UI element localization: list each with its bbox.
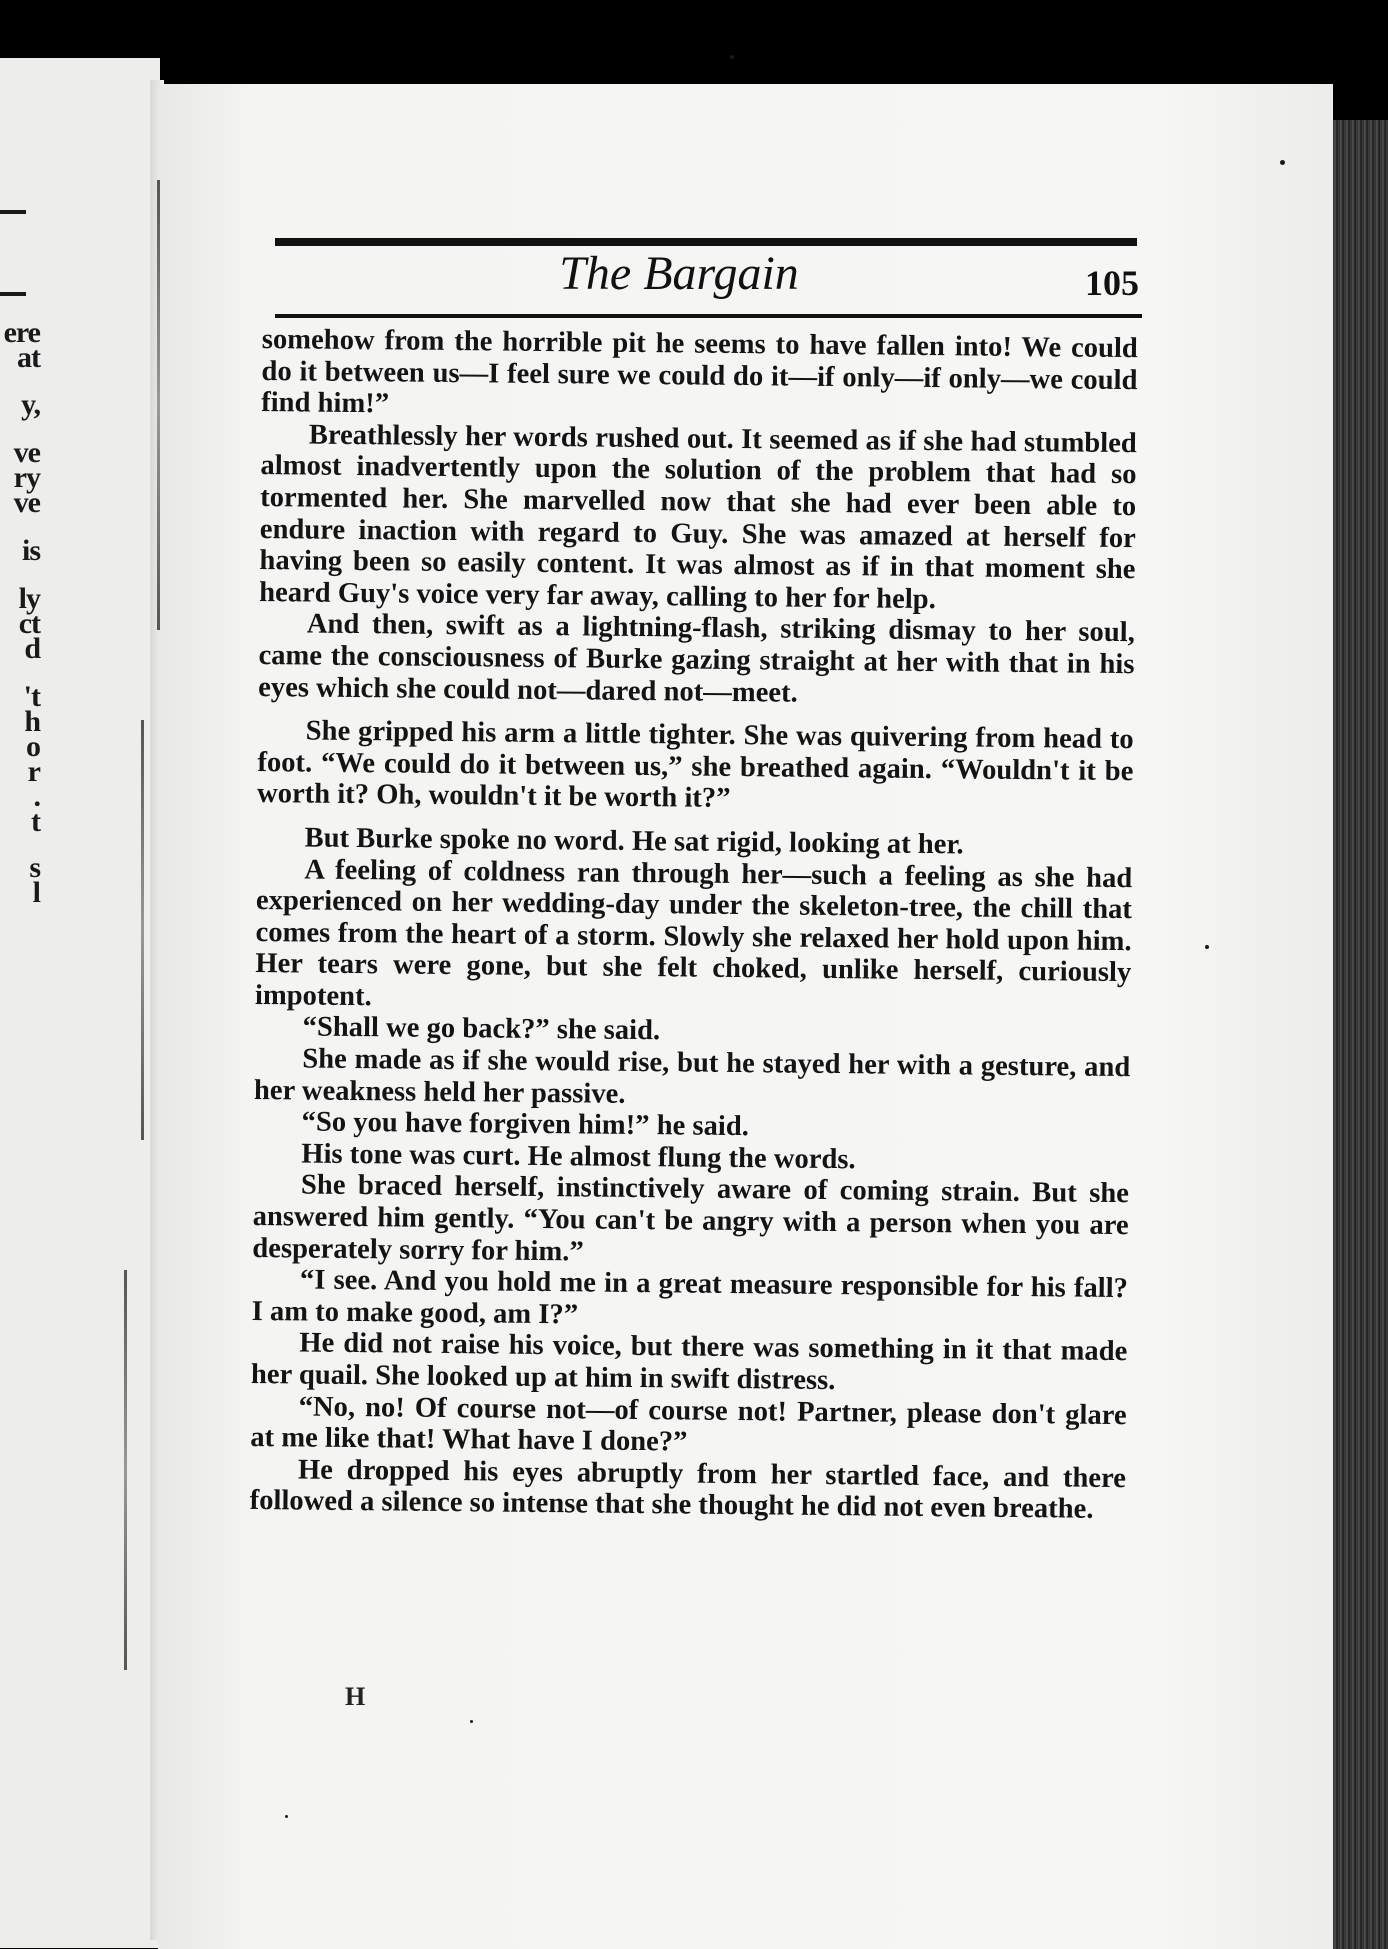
left-page-fragment: ve (13, 436, 40, 469)
scan-speck (1280, 160, 1285, 165)
header-top-rule (275, 238, 1137, 246)
paragraph: somehow from the horrible pit he seems to have fallen into! We could do it between us—I feel sure we could do it—if only—if only—we could find him!” (261, 324, 1138, 420)
header-bottom-rule (275, 314, 1142, 318)
left-page-fragment: 't (23, 680, 40, 713)
scan-speck (285, 1815, 288, 1818)
left-page-fragment: s (29, 851, 40, 884)
scan-speck (730, 55, 734, 59)
page-edge-stack (1333, 120, 1388, 1949)
left-page-fragment: d (24, 632, 40, 665)
paragraph: “I see. And you hold me in a great measure responsible for his fall? I am to make good, am I?” (251, 1264, 1129, 1331)
paragraph: She braced herself, instinctively aware of coming strain. But she answered him gently. “You can't be angry with a person when you are desperately sorry for him.” (252, 1169, 1130, 1268)
paragraph: He dropped his eyes abruptly from her startled face, and there followed a silence so intense that she thought he did not even breathe. (249, 1454, 1127, 1526)
left-page-fragment: y, (21, 388, 40, 421)
left-page-fragment: h (24, 705, 40, 738)
scan-speck (470, 1720, 473, 1723)
left-page-fragment: ry (13, 461, 40, 494)
scan-speck (1205, 945, 1209, 949)
left-page-fragment: ct (18, 607, 40, 640)
paragraph: “Shall we go back?” she said. (302, 1011, 661, 1047)
left-page-fragment: ve (13, 486, 40, 519)
paragraph: But Burke spoke no word. He sat rigid, looking at her. (304, 822, 964, 861)
binding-thread (141, 720, 144, 1140)
left-page-rule (0, 210, 26, 214)
page-number: 105 (1085, 263, 1139, 303)
left-page-fragment: is (21, 534, 40, 567)
left-page-fragment: ere (3, 316, 40, 349)
binding-thread (124, 1270, 127, 1670)
paragraph: “No, no! Of course not—of course not! Partner, please don't glare at me like that! What have I done?” (250, 1391, 1127, 1458)
left-page-fragment: ly (18, 582, 40, 615)
left-page-fragment: l (32, 876, 40, 909)
signature-mark: H (345, 1682, 366, 1711)
body-text (250, 324, 1138, 1526)
left-page-fragment: o (26, 730, 40, 763)
paragraph: “So you have forgiven him!” he said. (301, 1106, 750, 1143)
left-page-fragment: . (33, 780, 40, 813)
running-title: The Bargain (559, 247, 799, 300)
left-facing-page (0, 58, 160, 1948)
paragraph: And then, swift as a lightning-flash, striking dismay to her soul, came the consciousness of Burke gazing straight at her with that in his eyes which she could not—dared not—meet. (258, 608, 1135, 709)
paragraph: A feeling of coldness ran through her—such a feeling as she had experienced on her wedding-day under the skeleton-tree, the chill that comes from the heart of a storm. Slowly she relaxed her hold upon him. Her tears were gone, but she felt choked, unlike herself, curiously impotent. (254, 853, 1133, 1013)
left-page-fragment: t (31, 805, 40, 838)
paragraph: His tone was curt. He almost flung the words. (301, 1138, 856, 1176)
paragraph: He did not raise his voice, but there was something in it that made her quail. She looked up at him in swift distress. (250, 1327, 1128, 1397)
left-page-fragment: r (27, 755, 40, 788)
left-page-fragment: at (17, 341, 40, 374)
paragraph: She made as if she would rise, but he stayed her with a gesture, and her weakness held her passive. (253, 1043, 1131, 1110)
paragraph: She gripped his arm a little tighter. She was quivering from head to foot. “We could do it between us,” she breathed again. “Wouldn't it be worth it? Oh, wouldn't it be worth it?” (256, 715, 1134, 815)
paragraph: Breathlessly her words rushed out. It seemed as if she had stumbled almost inadvertently upon the solution of the problem that had so tormented her. She marvelled now that she had ever been able to endure inaction with regard to Guy. She was amazed at herself for having been so easily content. It was almost as if in that moment she heard Guy's voice very far away, calling to her for help. (259, 419, 1137, 615)
